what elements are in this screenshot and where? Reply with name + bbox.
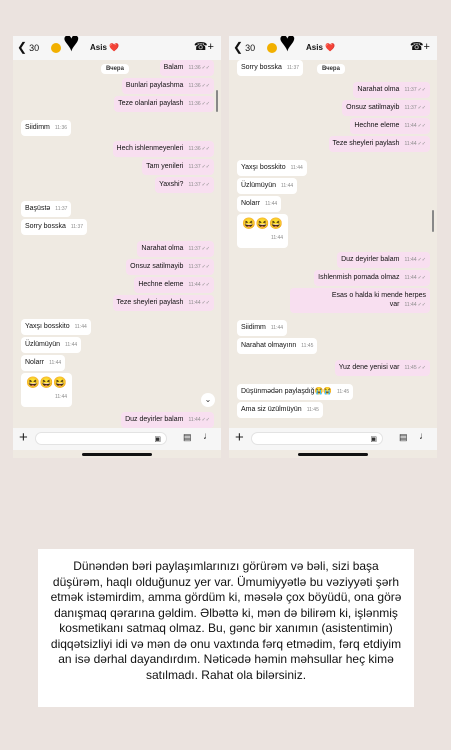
message-outgoing[interactable] [342,100,430,116]
sticker-icon[interactable]: ▣ [154,436,161,443]
message-text: Balam [163,64,184,71]
message-time: 11:45 [336,389,350,395]
message-text: Duz deyirler balam [125,416,184,423]
message-text: Ama siz üzülmüyün [241,406,302,413]
message-time: 11:37 [404,87,417,93]
chevron-left-icon: ❮ [17,40,28,54]
read-ticks-icon: ✓✓ [417,105,426,111]
message-text: Nolarr [25,359,45,366]
date-pill: Вчера [101,64,129,74]
unread-count: 30 [29,43,40,53]
read-ticks-icon: ✓✓ [201,65,210,71]
right-chat-screenshot [229,36,437,458]
caption-text: Dünəndən bəri paylaşımlarınızı görürəm və bəli, sizi başa düşürəm, haqlı olduğunuz yer var. Ümumiyyətlə bu vəziyyəti şərh etmək istəmirdim, amma gördüm ki, məsələ çox böyüdü, ona görə danışmaq qərarına gəldim. Əlbəttə ki, mən də bilirəm ki, işlənmiş kosmetikanı satmaq olmaz. Bu, gənc bir xanımın (asistentimin) diqqətsizliyi idi və mən də onu vaxtında fərq etmədim, fərq etdiyim an isə dərhal dayandırdım. Nəticədə həmin məhsullar heç kimə satılmadı. Rahat ola bilərsiniz. [50,559,402,682]
chevron-down-icon: ⌄ [204,395,212,404]
message-incoming[interactable] [237,402,323,418]
read-ticks-icon: ✓✓ [417,141,426,147]
message-incoming[interactable] [237,196,281,212]
back-button[interactable] [17,40,39,54]
contact-avatar-icon [267,43,277,53]
message-incoming[interactable] [21,337,81,353]
read-ticks-icon: ✓✓ [417,87,426,93]
message-time: 11:44 [74,324,87,330]
message-text: Tam yenileri [146,163,184,170]
read-ticks-icon: ✓✓ [201,264,210,270]
message-text: Narahat olma [141,245,184,252]
message-text: 😆😆😆 [242,218,284,230]
black-heart-icon: ♥ [63,36,80,57]
message-text: Hechne eleme [354,122,400,129]
read-ticks-icon: ✓✓ [201,164,210,170]
scroll-down-button[interactable] [201,393,215,407]
message-outgoing[interactable] [337,252,430,268]
message-text: Yaxşı bosskito [241,164,286,171]
contact-name[interactable]: Asis ❤️ [90,43,120,52]
message-time: 11:44 [281,183,294,189]
message-time: 11:44 [404,275,417,281]
message-text: Bunlari paylashma [125,82,184,89]
chevron-left-icon: ❮ [233,40,244,54]
message-time: 11:37 [404,105,417,111]
message-incoming[interactable] [237,320,287,336]
read-ticks-icon: ✓✓ [201,83,210,89]
mic-icon[interactable]: ♩ [419,431,429,442]
message-text: Başüstə [25,205,51,212]
message-text: Üzlümüyün [241,182,277,189]
message-incoming[interactable] [21,201,71,217]
chat-header [229,36,437,60]
message-text: Hech ishlenmeyenleri [116,145,184,152]
message-text: 😆😆😆 [26,377,68,389]
message-text: Duz deyirler balam [341,256,400,263]
date-pill: Вчера [317,64,345,74]
message-time: 11:37 [70,224,84,230]
message-time: 11:44 [290,165,303,171]
read-ticks-icon: ✓✓ [201,282,210,288]
message-outgoing[interactable] [121,412,214,428]
home-indicator [298,453,368,456]
chat-header [13,36,221,60]
message-time: 11:36 [188,83,201,89]
message-incoming[interactable] [237,60,303,76]
message-input[interactable] [251,432,383,445]
read-ticks-icon: ✓✓ [201,182,210,188]
message-list[interactable] [13,60,221,430]
message-time: 11:36 [188,101,201,107]
message-incoming[interactable] [237,178,297,194]
message-outgoing[interactable] [160,60,214,76]
unread-count: 30 [245,43,256,53]
message-incoming[interactable] [21,355,65,371]
message-outgoing[interactable] [114,96,214,112]
message-time: 11:36 [188,146,201,152]
message-time: 11:44 [188,417,201,423]
read-ticks-icon: ✓✓ [201,146,210,152]
read-ticks-icon: ✓✓ [417,275,426,281]
read-ticks-icon: ✓✓ [201,417,210,423]
message-outgoing[interactable] [113,295,214,311]
read-ticks-icon: ✓✓ [201,246,210,252]
message-outgoing[interactable] [122,78,214,94]
message-time: 11:36 [188,65,201,71]
contact-avatar-icon [51,43,61,53]
message-time: 11:37 [55,206,68,212]
scrollbar[interactable] [216,90,218,112]
message-outgoing[interactable] [353,82,430,98]
left-chat-screenshot [13,36,221,458]
back-button[interactable] [233,40,255,54]
message-text: Düşünmədən paylaşdığ😭😭 [241,388,332,395]
message-time: 11:44 [404,123,417,129]
message-incoming[interactable] [21,319,91,335]
message-incoming[interactable] [21,219,87,235]
message-time: 11:44 [404,302,417,308]
message-time: 11:37 [188,264,201,270]
add-call-icon[interactable]: ☎+ [409,41,430,53]
message-text: Ishlenmish pomada olmaz [318,274,400,281]
message-text: Teze sheyleri paylash [332,140,400,147]
message-incoming[interactable] [237,338,317,354]
read-ticks-icon: ✓✓ [417,302,426,308]
message-time: 11:44 [270,325,284,331]
message-time: 11:45 [301,343,314,349]
message-text: Onsuz satilmayib [346,104,400,111]
message-outgoing[interactable] [335,360,430,376]
message-text: Sorry bosska [25,223,66,230]
black-heart-icon: ♥ [279,36,296,57]
message-text: Narahat olma [357,86,400,93]
message-outgoing[interactable] [314,270,430,286]
message-time: 11:44 [265,201,278,207]
message-text: Yuz dene yenisi var [338,364,400,371]
message-time: 11:37 [188,164,201,170]
message-incoming[interactable] [237,160,307,176]
message-time: 11:44 [404,257,417,263]
message-time: 11:37 [286,65,300,71]
message-text: Nolarr [241,200,261,207]
message-text: Teze sheyleri paylash [116,299,184,306]
message-outgoing[interactable] [134,277,214,293]
message-text: Onsuz satilmayib [130,263,184,270]
read-ticks-icon: ✓✓ [417,257,426,263]
message-time: 11:37 [188,246,201,252]
message-time: 11:37 [188,182,201,188]
read-ticks-icon: ✓✓ [417,123,426,129]
message-text: Hechne eleme [138,281,184,288]
message-time: 11:44 [404,141,417,147]
scrollbar[interactable] [432,210,434,232]
plus-icon[interactable]: + [235,429,244,446]
message-text: Yaxshi? [159,181,184,188]
message-outgoing[interactable] [137,241,214,257]
add-call-icon[interactable]: ☎+ [193,41,214,53]
message-text: Üzlümüyün [25,341,61,348]
message-time: 11:44 [188,300,201,306]
camera-icon[interactable]: ▤ [183,432,192,442]
message-outgoing[interactable] [350,118,430,134]
home-indicator [82,453,152,456]
input-bar [229,428,437,450]
message-outgoing[interactable] [290,288,430,313]
contact-name[interactable]: Asis ❤️ [306,43,336,52]
message-outgoing[interactable] [113,141,214,157]
message-incoming-emoji[interactable] [21,373,72,407]
message-time: 11:45 [306,407,319,413]
input-bar [13,428,221,450]
message-time: 11:44 [270,235,284,241]
message-input[interactable] [35,432,167,445]
sticker-icon[interactable]: ▣ [370,436,377,443]
message-text: Narahat olmayınn [241,342,297,349]
message-outgoing[interactable] [155,177,214,193]
message-text: Yaxşı bosskito [25,323,70,330]
mic-icon[interactable]: ♩ [203,431,213,442]
message-outgoing[interactable] [126,259,214,275]
message-text: Sorry bosska [241,64,282,71]
message-incoming-emoji[interactable] [237,214,288,248]
read-ticks-icon: ✓✓ [201,101,210,107]
message-time: 11:44 [188,282,201,288]
message-time: 11:36 [54,125,68,131]
message-text: Siidimm [25,124,50,131]
message-time: 11:45 [404,365,417,371]
plus-icon[interactable]: + [19,429,28,446]
message-outgoing[interactable] [142,159,214,175]
message-time: 11:44 [54,394,68,400]
message-text: Teze olanlari paylash [118,100,184,107]
read-ticks-icon: ✓✓ [417,365,426,371]
camera-icon[interactable]: ▤ [399,432,408,442]
message-time: 11:44 [65,342,78,348]
message-time: 11:44 [49,360,62,366]
read-ticks-icon: ✓✓ [201,300,210,306]
caption-text-box [38,549,414,707]
message-incoming[interactable] [21,120,71,136]
message-list[interactable] [229,60,437,430]
message-text: Siidimm [241,324,266,331]
message-incoming[interactable] [237,384,353,400]
message-text: Esas o halda ki mende herpes var [331,292,426,308]
message-outgoing[interactable] [329,136,430,152]
